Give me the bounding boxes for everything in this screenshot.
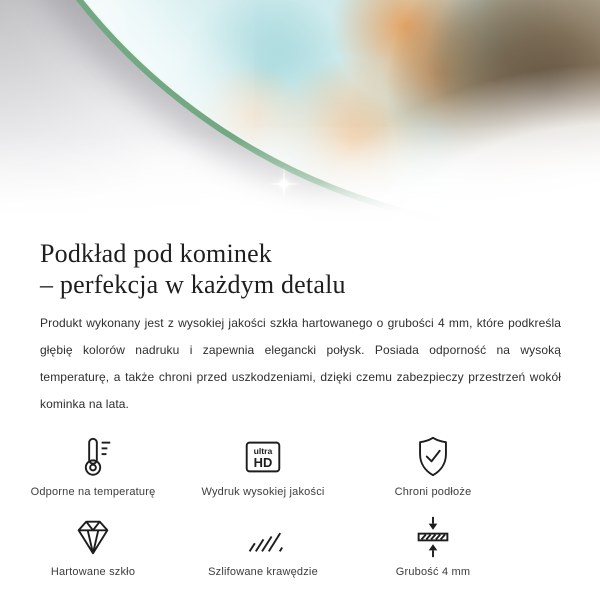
diamond-icon xyxy=(70,514,116,560)
feature-temperature xyxy=(8,434,178,498)
thickness-4mm-icon xyxy=(410,514,456,560)
feature-protects-floor xyxy=(348,434,518,498)
feature-label: Grubość 4 mm xyxy=(395,566,471,578)
feature-label: Chroni podłoże xyxy=(394,486,472,498)
svg-text:HD: HD xyxy=(253,455,273,471)
page-title xyxy=(40,238,560,300)
glass-hearth-pad-image xyxy=(0,0,600,226)
feature-thickness xyxy=(348,514,518,578)
title-line-2: – perfekcja w każdym detalu xyxy=(40,270,346,299)
feature-label: Szlifowane krawędzie xyxy=(208,566,318,578)
feature-label: Hartowane szkło xyxy=(50,566,136,578)
feature-polished-edges xyxy=(178,514,348,578)
feature-label: Wydruk wysokiej jakości xyxy=(201,486,325,498)
feature-grid xyxy=(8,434,518,578)
thermometer-icon xyxy=(70,434,116,480)
title-line-1: Podkład pod kominek xyxy=(40,239,273,268)
feature-label: Odporne na temperaturę xyxy=(30,486,156,498)
product-photo xyxy=(0,0,600,226)
polished-edges-icon xyxy=(240,514,286,560)
ultra-hd-icon xyxy=(240,434,286,480)
feature-print-quality xyxy=(178,434,348,498)
feature-tempered-glass xyxy=(8,514,178,578)
product-description: Produkt wykonany jest z wysokiej jakości szkła hartowanego o grubości 4 mm, które podkreśla głębię kolorów nadruku i zapewnia elegancki połysk. Posiada odporność na wysoką temperaturę, a także chroni przed uszkodzeniami, dzięki czemu zabezpieczy przestrzeń wokół kominka na lata. xyxy=(40,316,561,411)
shield-check-icon xyxy=(410,434,456,480)
product-description-section xyxy=(0,238,600,578)
svg-text:ultra: ultra xyxy=(253,446,273,457)
